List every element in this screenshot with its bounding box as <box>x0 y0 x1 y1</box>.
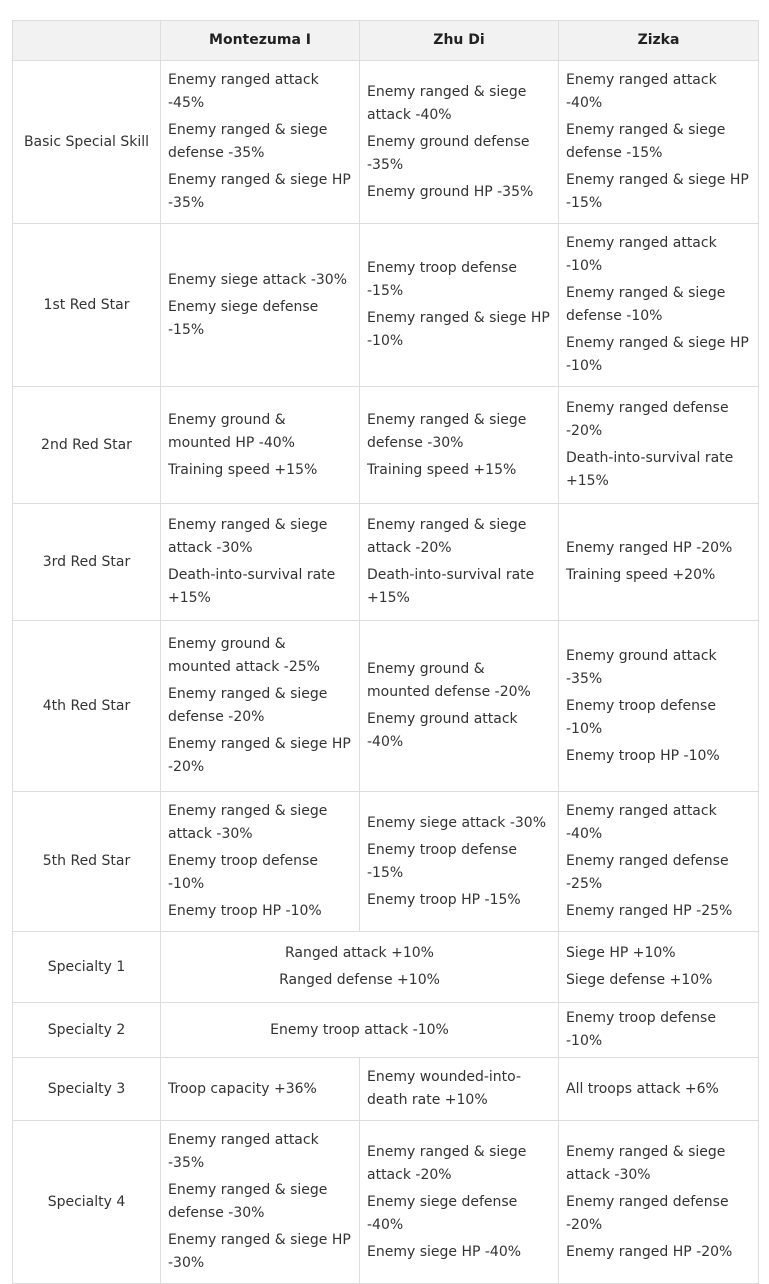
cell-line: Enemy ranged attack -35% <box>168 1132 319 1171</box>
cell-line: Enemy troop HP -15% <box>367 891 521 908</box>
cell-line: Enemy ranged & siege attack -30% <box>168 803 328 842</box>
cell-line: Enemy troop HP -10% <box>566 747 720 764</box>
cell-line: Enemy ranged & siege attack -40% <box>367 83 527 123</box>
cell-zhu-di <box>360 61 559 224</box>
cell-line: Enemy troop defense -10% <box>566 697 716 737</box>
cell-montezuma <box>161 504 360 621</box>
cell-line: Enemy ground defense -35% <box>367 133 530 173</box>
cell-line: Ranged defense +10% <box>279 972 440 988</box>
table-row <box>13 792 759 932</box>
cell-zhu-di <box>360 224 559 387</box>
cell-line: Enemy ranged & siege defense -35% <box>168 122 328 161</box>
cell-line: Siege HP +10% <box>566 945 676 961</box>
table-row <box>13 932 759 1003</box>
cell-line: Enemy ranged & siege defense -15% <box>566 122 726 161</box>
cell-line: Enemy ranged & siege attack -20% <box>367 517 527 556</box>
row-label: Specialty 4 <box>13 1121 161 1284</box>
cell-zizka <box>559 1121 759 1284</box>
cell-line: Training speed +15% <box>168 461 318 478</box>
cell-montezuma <box>161 387 360 504</box>
cell-zhu-di <box>360 1121 559 1284</box>
cell-line: Enemy ranged attack -40% <box>566 72 717 111</box>
cell-zizka: Enemy troop defense -10% <box>559 1003 759 1058</box>
cell-line: Enemy ranged & siege defense -10% <box>566 285 726 324</box>
row-label: 3rd Red Star <box>13 504 161 621</box>
cell-zizka <box>559 932 759 1003</box>
row-label: 1st Red Star <box>13 224 161 387</box>
cell-shared-montezuma-zhu-di: Enemy troop attack -10% <box>161 1003 559 1058</box>
cell-line: Enemy troop defense -15% <box>367 841 517 881</box>
cell-line: Ranged attack +10% <box>285 945 434 961</box>
row-label: Specialty 1 <box>13 932 161 1003</box>
cell-line: Enemy ranged attack -45% <box>168 72 319 111</box>
cell-line: Enemy ranged attack -40% <box>566 803 717 842</box>
table-row <box>13 1121 759 1284</box>
cell-line: Enemy ranged & siege defense -30% <box>168 1182 328 1221</box>
cell-zhu-di <box>360 504 559 621</box>
header-empty-cell <box>13 21 161 61</box>
cell-montezuma <box>161 1121 360 1284</box>
cell-montezuma <box>161 792 360 932</box>
cell-line: Enemy ranged & siege attack -20% <box>367 1143 527 1183</box>
cell-line: Enemy ground & mounted defense -20% <box>367 661 531 700</box>
header-zhu-di: Zhu Di <box>360 21 559 61</box>
table-row <box>13 387 759 504</box>
cell-zizka <box>559 387 759 504</box>
cell-line: Enemy ranged & siege HP -30% <box>168 1232 351 1271</box>
cell-line: Enemy ranged & siege HP -15% <box>566 172 749 211</box>
cell-montezuma <box>161 621 360 792</box>
row-label: Specialty 3 <box>13 1058 161 1121</box>
cell-line: Enemy ranged defense -25% <box>566 853 729 892</box>
table-row <box>13 61 759 224</box>
cell-line: Enemy ranged & siege defense -30% <box>367 411 527 451</box>
table-row <box>13 224 759 387</box>
comparison-table <box>12 20 759 1284</box>
cell-line: Enemy siege defense -40% <box>367 1193 518 1233</box>
cell-line: Death-into-survival rate +15% <box>367 567 535 606</box>
row-label: 5th Red Star <box>13 792 161 932</box>
header-zizka: Zizka <box>559 21 759 61</box>
cell-zizka <box>559 61 759 224</box>
comparison-table-wrapper <box>12 20 758 1284</box>
cell-line: Enemy ground & mounted HP -40% <box>168 411 295 451</box>
cell-line: Enemy ranged defense -20% <box>566 400 729 439</box>
cell-zizka <box>559 792 759 932</box>
cell-line: Enemy ranged & siege attack -30% <box>168 517 328 556</box>
cell-line: Enemy troop defense -10% <box>168 853 318 892</box>
cell-zizka <box>559 621 759 792</box>
cell-line: Enemy siege defense -15% <box>168 298 319 338</box>
cell-montezuma: Troop capacity +36% <box>161 1058 360 1121</box>
cell-line: Enemy ranged attack -10% <box>566 235 717 274</box>
cell-line: Enemy ground attack -40% <box>367 711 518 750</box>
table-row <box>13 621 759 792</box>
cell-zhu-di <box>360 387 559 504</box>
cell-line: Death-into-survival rate +15% <box>168 567 336 606</box>
table-row <box>13 1058 759 1121</box>
cell-zizka <box>559 224 759 387</box>
cell-shared-montezuma-zhu-di <box>161 932 559 1003</box>
cell-montezuma <box>161 61 360 224</box>
cell-line: Training speed +15% <box>367 461 517 478</box>
cell-line: Enemy ground & mounted attack -25% <box>168 636 320 675</box>
header-row <box>13 21 759 61</box>
cell-zhu-di <box>360 621 559 792</box>
cell-line: Enemy ranged & siege HP -10% <box>566 335 749 374</box>
cell-montezuma <box>161 224 360 387</box>
cell-zizka: All troops attack +6% <box>559 1058 759 1121</box>
cell-line: Enemy ranged & siege HP -10% <box>367 310 550 349</box>
cell-line: Enemy ground HP -35% <box>367 183 534 200</box>
cell-zhu-di <box>360 792 559 932</box>
cell-line: Enemy siege attack -30% <box>168 271 348 288</box>
row-label: 2nd Red Star <box>13 387 161 504</box>
cell-line: Enemy ranged & siege HP -35% <box>168 172 351 211</box>
row-label: Basic Special Skill <box>13 61 161 224</box>
cell-line: Enemy ranged defense -20% <box>566 1193 729 1233</box>
cell-line: Enemy ranged HP -25% <box>566 903 733 919</box>
cell-zhu-di: Enemy wounded-into-death rate +10% <box>360 1058 559 1121</box>
header-montezuma: Montezuma I <box>161 21 360 61</box>
row-label: 4th Red Star <box>13 621 161 792</box>
cell-line: Enemy ranged & siege defense -20% <box>168 686 328 725</box>
cell-line: Enemy ranged & siege attack -30% <box>566 1143 726 1183</box>
cell-line: Siege defense +10% <box>566 972 713 988</box>
cell-line: Enemy troop defense -15% <box>367 260 517 299</box>
cell-line: Enemy ranged & siege HP -20% <box>168 736 351 775</box>
cell-line: Enemy ranged HP -20% <box>566 540 733 556</box>
cell-line: Training speed +20% <box>566 567 716 583</box>
cell-line: Death-into-survival rate +15% <box>566 450 734 489</box>
table-row <box>13 504 759 621</box>
cell-line: Enemy siege attack -30% <box>367 814 547 831</box>
cell-line: Enemy ground attack -35% <box>566 647 717 687</box>
row-label: Specialty 2 <box>13 1003 161 1058</box>
cell-zizka <box>559 504 759 621</box>
cell-line: Enemy troop HP -10% <box>168 903 322 919</box>
table-row <box>13 1003 759 1058</box>
cell-line: Enemy siege HP -40% <box>367 1243 522 1260</box>
cell-line: Enemy ranged HP -20% <box>566 1243 733 1260</box>
